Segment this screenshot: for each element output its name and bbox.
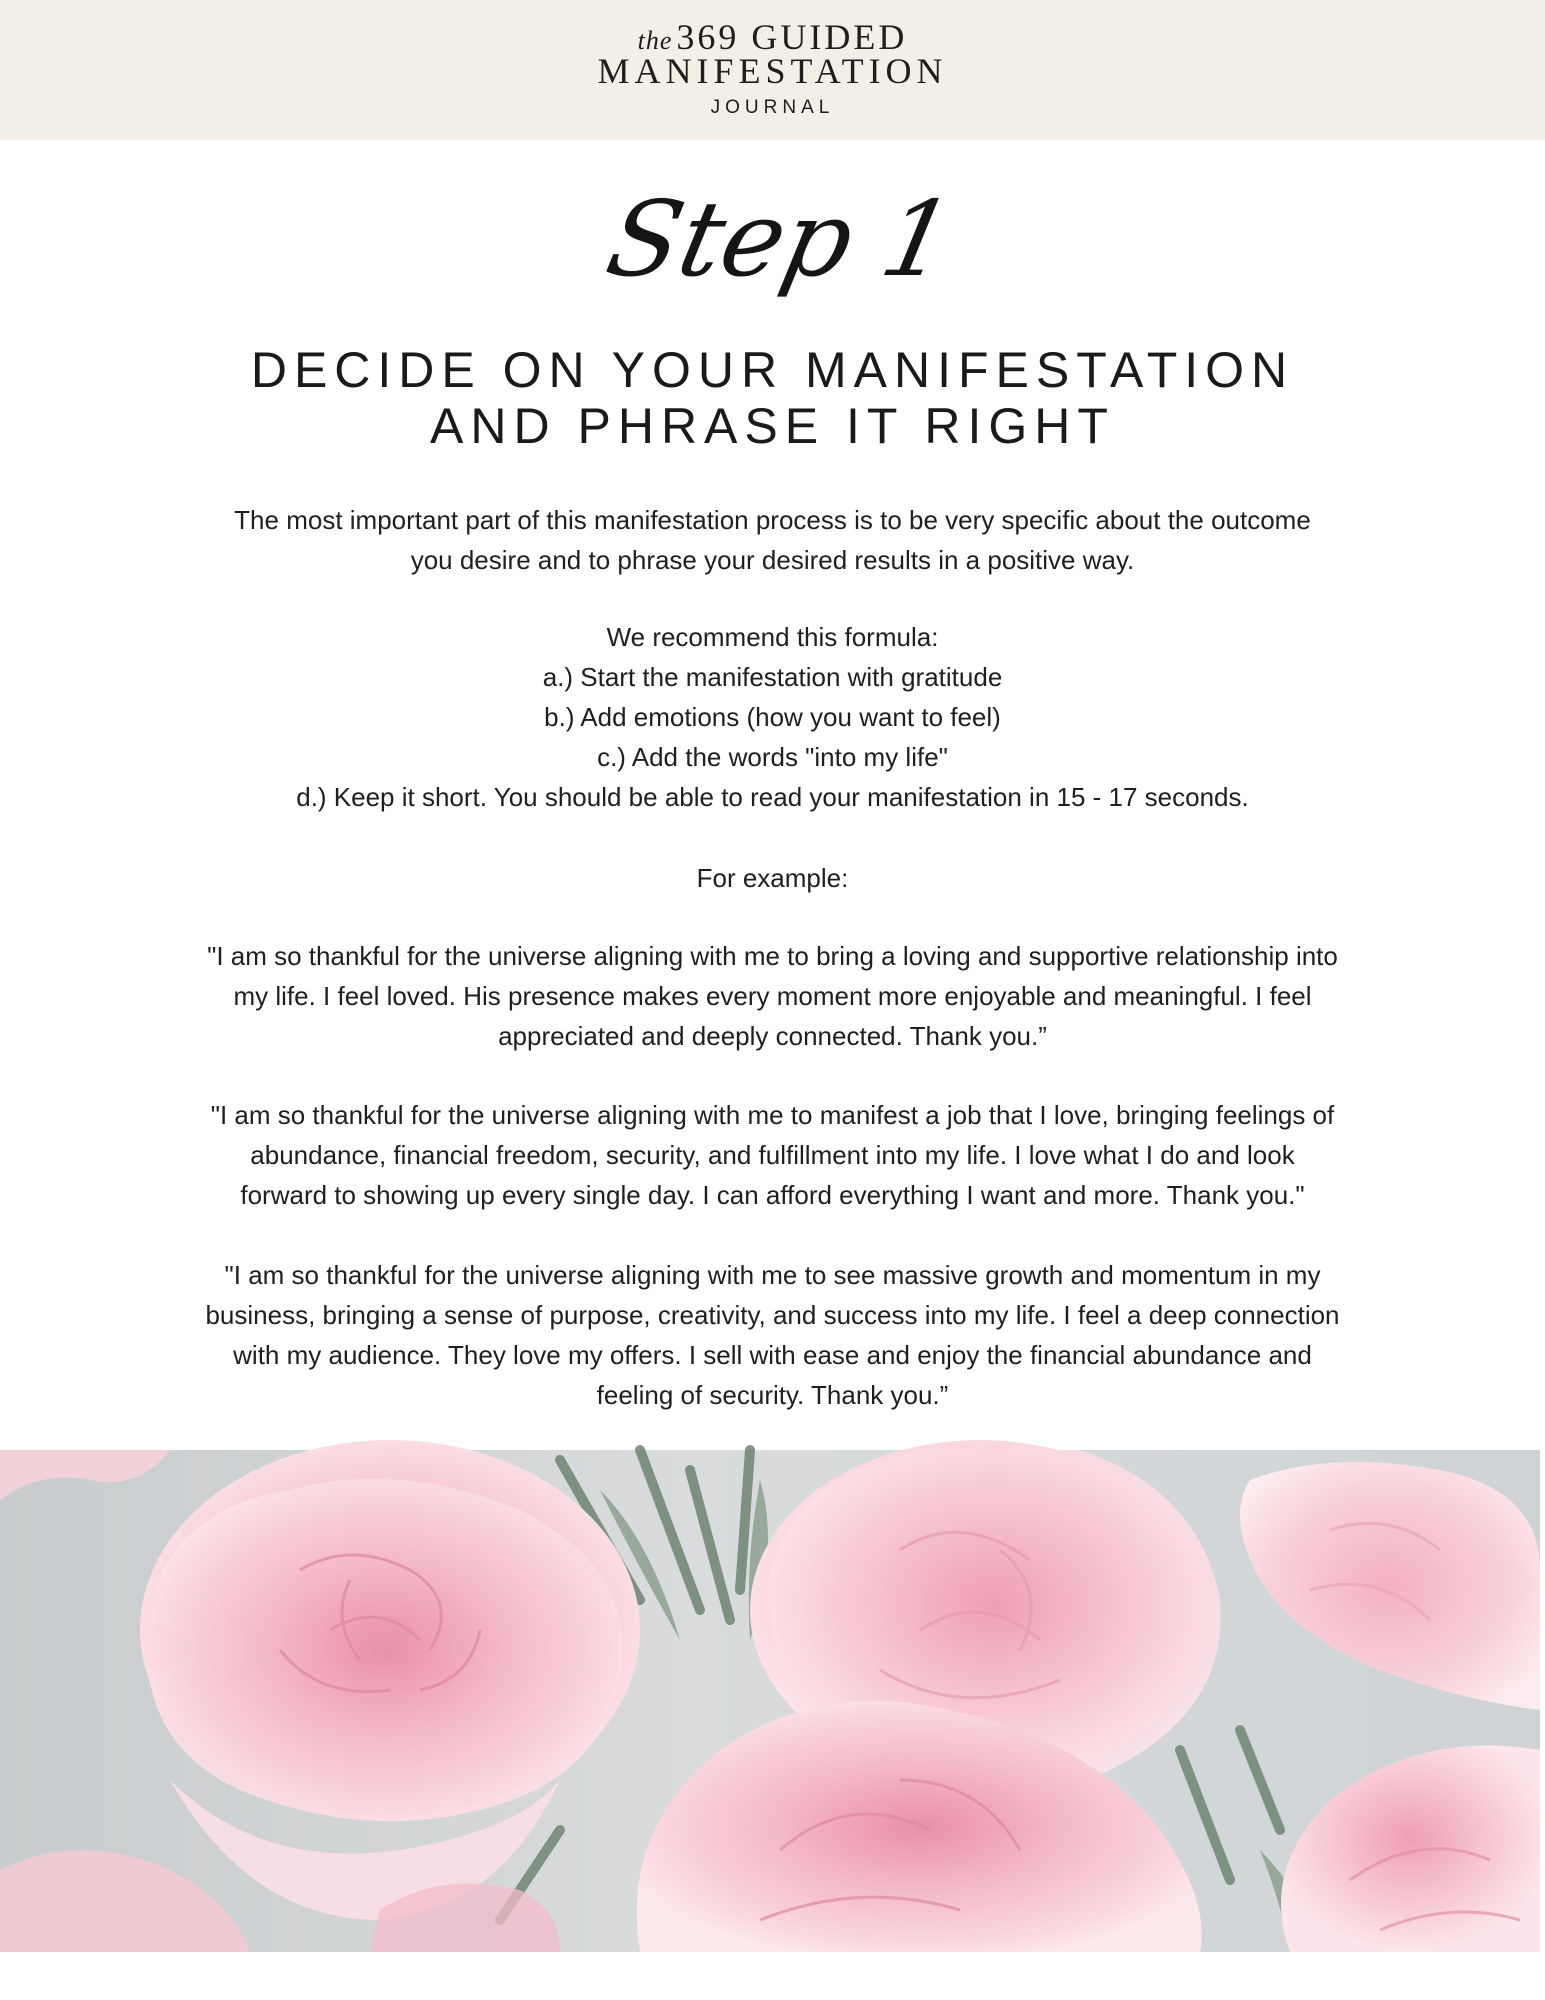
example-line: "I am so thankful for the universe aligning with me to see massive growth and momentum in my — [224, 1260, 1321, 1290]
carnations-illustration — [0, 1450, 1540, 1952]
formula-item-a: a.) Start the manifestation with gratitude — [542, 662, 1003, 692]
example-line: "I am so thankful for the universe aligning with me to bring a loving and supportive relationship into — [207, 941, 1338, 971]
example-line: "I am so thankful for the universe aligning with me to manifest a job that I love, bringing feelings of — [210, 1100, 1335, 1130]
example-line: abundance, financial freedom, security, and fulfillment into my life. I love what I do and look — [250, 1140, 1295, 1170]
example-line: with my audience. They love my offers. I sell with ease and enjoy the financial abundance and — [233, 1340, 1312, 1370]
step-title — [0, 170, 1545, 310]
intro-line-1: The most important part of this manifestation process is to be very specific about the outcome — [234, 505, 1311, 535]
brand-line-3: JOURNAL — [710, 97, 835, 118]
example-line: forward to showing up every single day. I can afford everything I want and more. Thank you." — [240, 1180, 1305, 1210]
brand-the: the — [637, 26, 673, 55]
example-label: For example: — [696, 863, 849, 893]
page-heading — [0, 342, 1545, 454]
carnation-right-top — [1240, 1462, 1540, 1710]
example-business — [110, 1255, 1435, 1415]
brand-line-2: MANIFESTATION — [597, 51, 948, 91]
carnation-bottom-right — [1281, 1746, 1540, 1952]
petal-bottom-left — [0, 1850, 250, 1952]
example-relationship — [110, 936, 1435, 1056]
pink-carnations-photo — [0, 1450, 1540, 1952]
heading-line-1: DECIDE ON YOUR MANIFESTATION — [250, 342, 1295, 398]
example-line: business, bringing a sense of purpose, creativity, and success into my life. I feel a deep connection — [205, 1300, 1340, 1330]
intro-line-2: you desire and to phrase your desired results in a positive way. — [410, 545, 1135, 575]
example-job — [110, 1095, 1435, 1215]
example-line: appreciated and deeply connected. Thank you.” — [498, 1021, 1047, 1051]
heading-line-2: AND PHRASE IT RIGHT — [430, 398, 1115, 454]
intro-paragraph — [110, 500, 1435, 580]
carnation-left — [140, 1440, 640, 1920]
step-script-text: Step 1 — [596, 178, 963, 300]
formula-item-b: b.) Add emotions (how you want to feel) — [544, 702, 1001, 732]
formula-item-d: d.) Keep it short. You should be able to read your manifestation in 15 - 17 seconds. — [296, 782, 1249, 812]
formula-item-c: c.) Add the words "into my life" — [597, 742, 948, 772]
step-script-title — [596, 170, 963, 310]
petal-edge-top-left — [0, 1450, 170, 1500]
formula-list — [110, 617, 1435, 817]
brand-logo — [0, 0, 1545, 140]
brand-369-guided: 369 GUIDED — [676, 17, 908, 57]
formula-lead: We recommend this formula: — [606, 622, 939, 652]
example-line: feeling of security. Thank you.” — [596, 1380, 949, 1410]
example-line: my life. I feel loved. His presence makes every moment more enjoyable and meaningful. I feel — [233, 981, 1312, 1011]
